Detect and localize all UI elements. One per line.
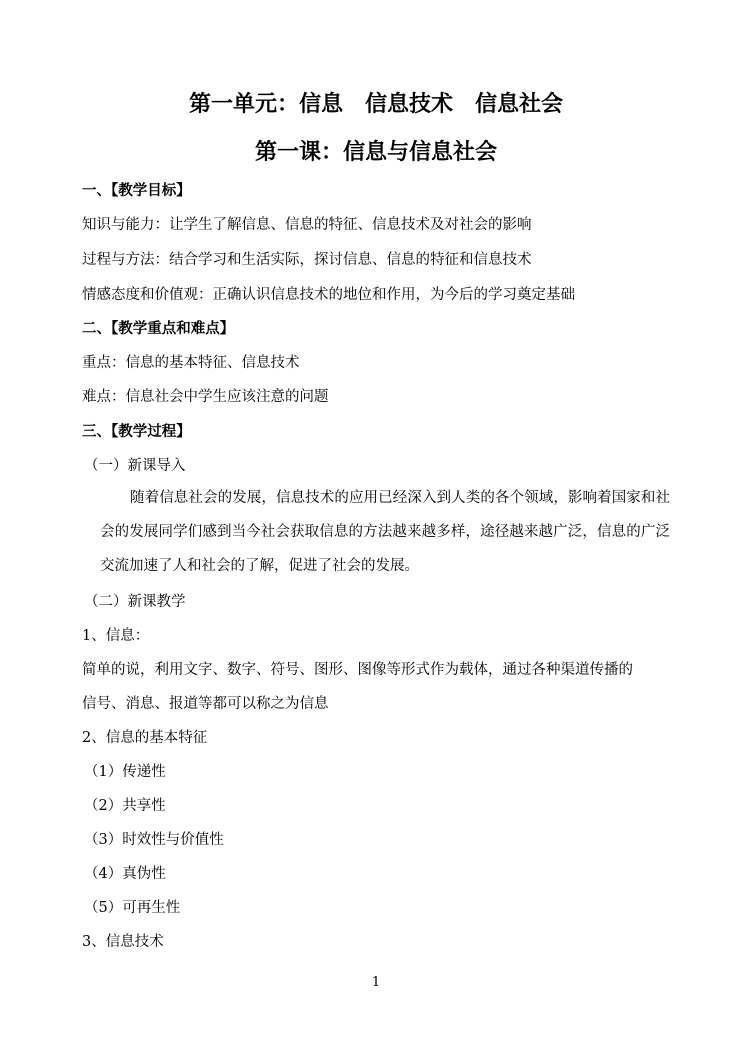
- objective-knowledge: 知识与能力：让学生了解信息、信息的特征、信息技术及对社会的影响: [82, 217, 532, 233]
- subsection-teaching: （二）新课教学: [84, 594, 186, 610]
- feature-item: （4）真伪性: [84, 866, 166, 882]
- section-heading-process: 三、【教学过程】: [82, 424, 191, 440]
- objective-process: 过程与方法：结合学习和生活实际，探讨信息、信息的特征和信息技术: [82, 252, 532, 268]
- item-information-heading: 1、信息：: [82, 628, 150, 644]
- difficult-point: 难点：信息社会中学生应该注意的问题: [82, 389, 329, 405]
- item-features-heading: 2、信息的基本特征: [82, 730, 208, 746]
- feature-item: （5）可再生性: [84, 900, 181, 916]
- item-technology-heading: 3、信息技术: [82, 934, 164, 950]
- subsection-intro: （一）新课导入: [84, 458, 186, 474]
- feature-item: （3）时效性与价值性: [84, 832, 224, 848]
- page-number: 1: [371, 975, 381, 990]
- section-heading-objectives: 一、【教学目标】: [82, 183, 191, 199]
- feature-item: （1）传递性: [84, 764, 166, 780]
- section-heading-key-points: 二、【教学重点和难点】: [82, 321, 235, 337]
- feature-item: （2）共享性: [84, 798, 166, 814]
- lesson-title: 第一课：信息与信息社会: [254, 140, 497, 165]
- information-definition-line-1: 简单的说，利用文字、数字、符号、图形、图像等形式作为载体，通过各种渠道传播的: [82, 662, 633, 678]
- information-definition-line-2: 信号、消息、报道等都可以称之为信息: [82, 696, 329, 712]
- key-point: 重点：信息的基本特征、信息技术: [82, 355, 300, 371]
- intro-paragraph: 随着信息社会的发展，信息技术的应用已经深入到人类的各个领域，影响着国家和社会的发展同学们感到当今社会获取信息的方法越来越多样，途径越来越广泛，信息的广泛交流加速了人和社会的了解，促进了社会的发展。: [100, 490, 670, 574]
- objective-attitude: 情感态度和价值观：正确认识信息技术的地位和作用，为今后的学习奠定基础: [82, 287, 575, 303]
- unit-title: 第一单元：信息 信息技术 信息社会: [188, 92, 563, 117]
